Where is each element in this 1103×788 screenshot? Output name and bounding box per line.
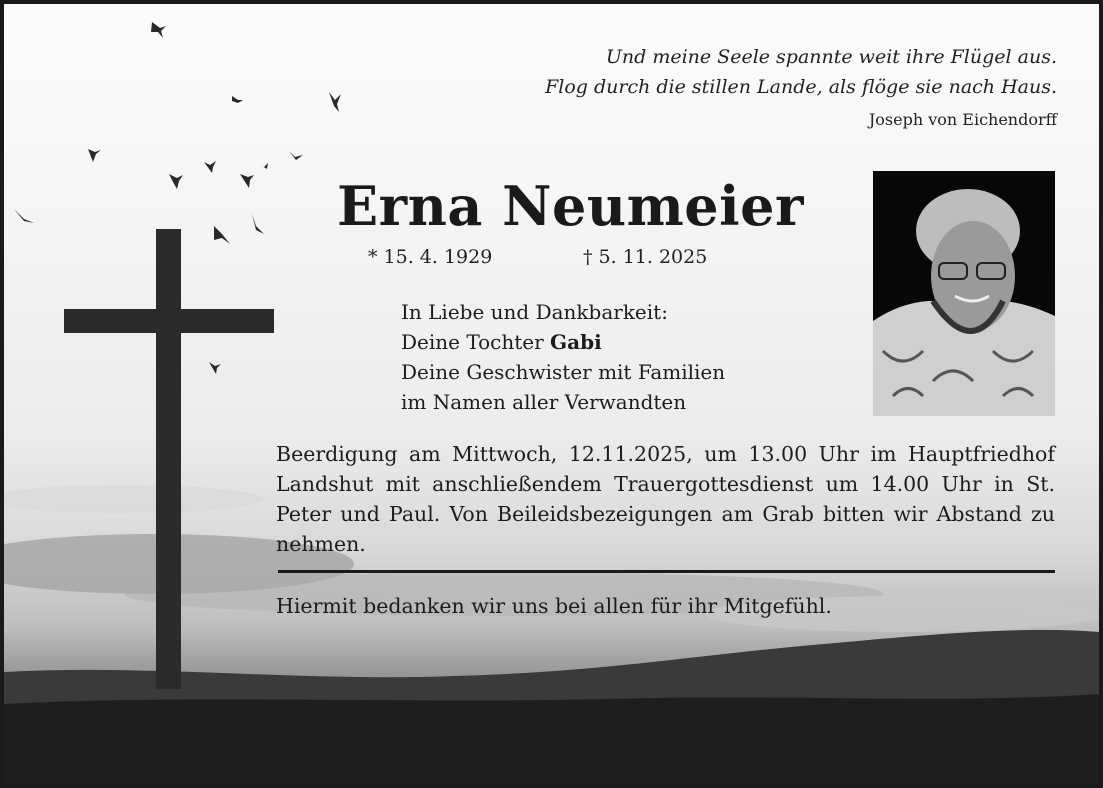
quote-line-2: Flog durch die stillen Lande, als flöge sie nach Haus. <box>545 76 1057 98</box>
daughter-prefix: Deine Tochter <box>401 330 551 354</box>
portrait-photo <box>873 171 1055 416</box>
quote-line-1: Und meine Seele spannte weit ihre Flügel aus. <box>605 46 1057 68</box>
family-intro: In Liebe und Dankbarkeit: <box>401 300 668 324</box>
deceased-name: Erna Neumeier <box>337 174 804 238</box>
divider <box>278 570 1055 573</box>
family-relatives: im Namen aller Verwandten <box>401 390 687 414</box>
birth-date: * 15. 4. 1929 <box>368 246 493 268</box>
family-list <box>401 297 725 417</box>
death-date: † 5. 11. 2025 <box>583 246 708 268</box>
family-daughter <box>401 327 725 357</box>
funeral-details: Beerdigung am Mittwoch, 12.11.2025, um 13.00 Uhr im Hauptfriedhof Landshut mit anschließendem Trauergottesdienst um 14.00 Uhr in St. Peter und Paul. Von Beileidsbezeigungen am Grab bitten wir Abstand zu nehmen. <box>276 442 1055 556</box>
family-siblings: Deine Geschwister mit Familien <box>401 360 726 384</box>
cross-icon <box>64 229 274 689</box>
thanks-text: Hiermit bedanken wir uns bei allen für ihr Mitgefühl. <box>276 594 832 618</box>
daughter-name: Gabi <box>550 330 602 354</box>
quote-author: Joseph von Eichendorff <box>868 110 1057 129</box>
